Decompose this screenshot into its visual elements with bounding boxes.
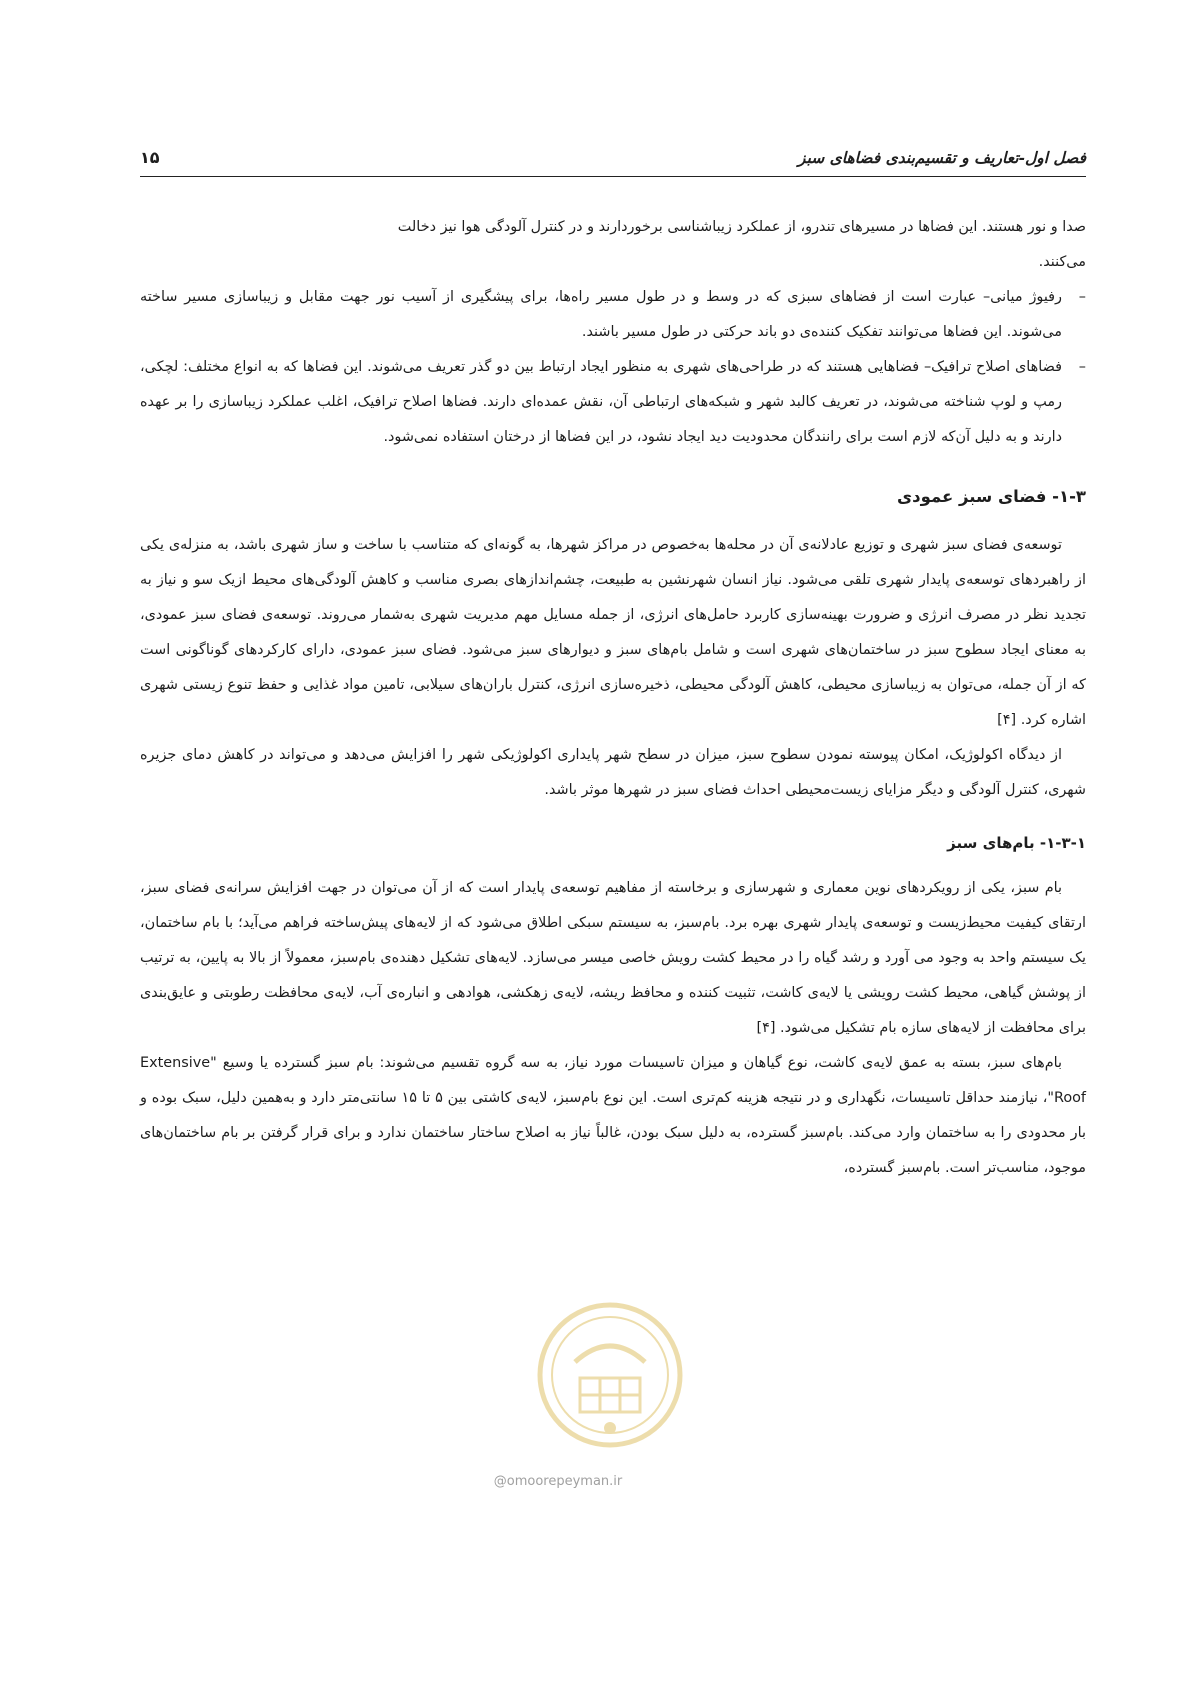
paragraph-vertical-green-2: از دیدگاه اکولوژیک، امکان پیوسته نمودن سطوح سبز، میزان در سطح شهر پایداری اکولوژیکی شهر را افزایش می‌دهد و می‌تواند در کاهش دمای جزیره شهری، کنترل آلودگی و دیگر مزایای زیست‌محیطی احداث فضای سبز در شهرها موثر باشد. [140,747,1086,798]
paragraph-green-roofs-1: بام سبز، یکی از رویکردهای نوین معماری و شهرسازی و برخاسته از مفاهیم توسعه‌ی پایدار است که از آن می‌توان در جهت افزایش سرانه‌ی فضای سبز، ارتقای کیفیت محیط‌زیست و توسعه‌ی پایدار شهری بهره برد. بام‌سبز، به سیستم سبکی اطلاق می‌شود که از لایه‌های پیش‌ساخته فراهم می‌آید؛ با بام ساختمان، یک سیستم واحد به وجود می آورد و رشد گیاه را در محیط کشت رویش خاصی میسر می‌سازد. لایه‌های تشکیل دهنده‌ی بام‌سبز، معمولاً از بالا به پایین، به ترتیب از پوشش گیاهی، محیط کشت رویشی یا لایه‌ی کاشت، تثبیت کننده و محافظ ریشه، لایه‌ی زهکشی، هوادهی و انباره‌ی آب، لایه‌ی محافظت رطوبتی و عایق‌بندی برای محافظت از لایه‌های سازه بام تشکیل می‌شود. [۴] [140,880,1086,1036]
bullet-dash: – [1078,289,1086,305]
bullet-traffic-spaces [140,350,1086,455]
section-heading-vertical-green: ۱-۳- فضای سبز عمودی [897,487,1086,506]
watermark-logo [535,1300,685,1450]
page-number: ۱۵ [140,147,160,167]
running-header [140,140,1086,174]
continuation-paragraph [140,210,1086,280]
bullet-median-refuge [140,280,1086,350]
chapter-title: فصل اول-تعاریف و تقسیم‌بندی فضاهای سبز [798,147,1086,167]
subsection-heading-green-roofs: ۱-۳-۱- بام‌های سبز [947,834,1086,852]
paragraph-vertical-green-1: توسعه‌ی فضای سبز شهری و توزیع عادلانه‌ی آن در محله‌ها به‌خصوص در مراکز شهرها، به گونه‌ای که متناسب با ساخت و ساز شهری باشد، به منزله‌ی یکی از راهبردهای توسعه‌ی پایدار شهری تلقی می‌شود. نیاز انسان شهرنشین به طبیعت، چشم‌اندازهای بصری مناسب و کاهش آلودگی‌های محیط ازیک سو و نیاز به تجدید نظر در مصرف انرژی و ضرورت بهینه‌سازی کاربرد حامل‌های انرژی، از جمله مسایل مهم مدیریت شهری به‌شمار می‌روند. توسعه‌ی فضای سبز عمودی، به معنای ایجاد سطوح سبز در ساختمان‌های شهری است و شامل بام‌های سبز و دیوارهای سبز می‌شود. فضای سبز عمودی، دارای کارکردهای گوناگونی است که از آن جمله، می‌توان به زیباسازی محیطی، کاهش آلودگی محیطی، ذخیره‌سازی انرژی، کنترل باران‌های سیلابی، تامین مواد غذایی و حفظ تنوع زیستی شهری اشاره کرد. [۴] [140,537,1086,728]
bullet-text: رفیوژ میانی– عبارت است از فضاهای سبزی که در وسط و در طول مسیر راه‌ها، برای پیشگیری از آسیب نور جهت مقابل و زیباسازی مسیر ساخته می‌شوند. این فضاها می‌توانند تفکیک کننده‌ی دو باند حرکتی در طول مسیر باشند. [140,289,1062,340]
bullet-text: فضاهای اصلاح ترافیک– فضاهایی هستند که در طراحی‌های شهری به منظور ایجاد ارتباط بین دو گذر تعریف می‌شوند. این فضاها که به انواع مختلف: لچکی، رمپ و لوپ شناخته می‌شوند، در تعریف کالبد شهر و شبکه‌های ارتباطی آن، نقش عمده‌ای دارند. فضاها اصلاح ترافیک، اغلب عملکرد زیباسازی را بر عهده دارند و به دلیل آن‌که لازم است برای رانندگان محدودیت دید ایجاد نشود، در این فضاها از درختان استفاده نمی‌شود. [140,359,1062,445]
continuation-line-1: صدا و نور هستند. این فضاها در مسیرهای تندرو، از عملکرد زیباشناسی برخوردارند و در کنترل آلودگی هوا نیز دخالت [397,219,1086,235]
continuation-line-2: می‌کنند. [1038,254,1086,270]
document-body [140,210,1086,1186]
header-rule [140,176,1086,177]
watermark-url: @omoorepeyman.ir [493,1474,623,1489]
bullet-dash: – [1078,359,1086,375]
paragraph-green-roofs-2: بام‌های سبز، بسته به عمق لایه‌ی کاشت، نوع گیاهان و میزان تاسیسات مورد نیاز، به سه گروه تقسیم می‌شوند: بام سبز گسترده یا وسیع "Extensive Roof"، نیازمند حداقل تاسیسات، نگهداری و در نتیجه هزینه کم‌تری است. این نوع بام‌سبز، لایه‌ی کاشتی بین ۵ تا ۱۵ سانتی‌متر دارد و به‌همین دلیل، سبک بوده و بار محدودی را به ساختمان وارد می‌کند. بام‌سبز گسترده، به دلیل سبک بودن، غالباً نیاز به اصلاح ساختار ساختمان ندارد و برای قرار گرفتن بر بام ساختمان‌های موجود، مناسب‌تر است. بام‌سبز گسترده، [140,1055,1086,1176]
